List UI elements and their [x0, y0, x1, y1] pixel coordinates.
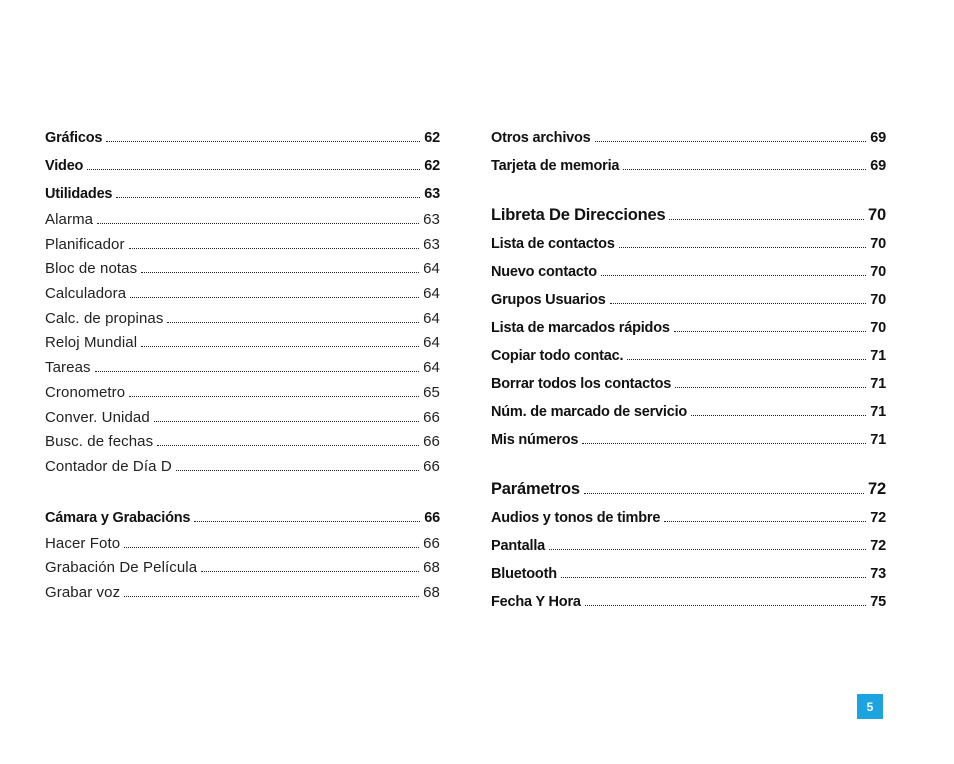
- toc-entry-lista-de-marcados-rapidos[interactable]: Lista de marcados rápidos 70: [491, 320, 886, 336]
- toc-left-column: [45, 124, 440, 606]
- toc-entry-busc-de-fechas[interactable]: Busc. de fechas 66: [45, 433, 440, 451]
- toc-entry-bluetooth[interactable]: Bluetooth 73: [491, 566, 886, 582]
- toc-entry-graficos[interactable]: Gráficos 62: [45, 130, 440, 146]
- section-gap: [491, 454, 886, 474]
- toc-entry-cronometro[interactable]: Cronometro 65: [45, 383, 440, 401]
- toc-entry-tarjeta-de-memoria[interactable]: Tarjeta de memoria 69: [491, 158, 886, 174]
- toc-entry-calc-de-propinas[interactable]: Calc. de propinas 64: [45, 309, 440, 327]
- toc-entry-borrar-todos-los-contactos[interactable]: Borrar todos los contactos 71: [491, 376, 886, 392]
- toc-entry-tareas[interactable]: Tareas 64: [45, 359, 440, 377]
- toc-entry-calculadora[interactable]: Calculadora 64: [45, 285, 440, 303]
- toc-entry-nuevo-contacto[interactable]: Nuevo contacto 70: [491, 264, 886, 280]
- toc-entry-grabacion-de-pelicula[interactable]: Grabación De Película 68: [45, 559, 440, 577]
- toc-entry-mis-numeros[interactable]: Mis números 71: [491, 432, 886, 448]
- toc-entry-num-de-marcado-de-servicio[interactable]: Núm. de marcado de servicio 71: [491, 404, 886, 420]
- toc-entry-reloj-mundial[interactable]: Reloj Mundial 64: [45, 334, 440, 352]
- section-gap: [491, 180, 886, 200]
- toc-entry-grabar-voz[interactable]: Grabar voz 68: [45, 583, 440, 601]
- toc-entry-otros-archivos[interactable]: Otros archivos 69: [491, 130, 886, 146]
- toc-entry-contador-dia-d[interactable]: Contador de Día D 66: [45, 457, 440, 475]
- toc-entry-copiar-todo-contac[interactable]: Copiar todo contac. 71: [491, 348, 886, 364]
- toc-section-libreta-de-direcciones[interactable]: Libreta De Direcciones 70: [491, 206, 886, 224]
- toc-entry-bloc-de-notas[interactable]: Bloc de notas 64: [45, 260, 440, 278]
- toc-entry-audios-y-tonos-de-timbre[interactable]: Audios y tonos de timbre 72: [491, 510, 886, 526]
- toc-entry-pantalla[interactable]: Pantalla 72: [491, 538, 886, 554]
- toc-right-column: [491, 124, 886, 616]
- toc-entry-fecha-y-hora[interactable]: Fecha Y Hora 75: [491, 594, 886, 610]
- toc-section-parametros[interactable]: Parámetros 72: [491, 480, 886, 498]
- section-gap: [45, 480, 440, 504]
- toc-entry-conver-unidad[interactable]: Conver. Unidad 66: [45, 408, 440, 426]
- toc-entry-video[interactable]: Video 62: [45, 158, 440, 174]
- toc-entry-hacer-foto[interactable]: Hacer Foto 66: [45, 534, 440, 552]
- toc-entry-planificador[interactable]: Planificador 63: [45, 235, 440, 253]
- toc-entry-camara-y-grabacions[interactable]: Cámara y Grabacións 66: [45, 509, 440, 526]
- toc-entry-grupos-usuarios[interactable]: Grupos Usuarios 70: [491, 292, 886, 308]
- toc-entry-alarma[interactable]: Alarma 63: [45, 211, 440, 228]
- page-number-badge: 5: [857, 694, 883, 719]
- toc-entry-utilidades[interactable]: Utilidades 63: [45, 186, 440, 202]
- toc-entry-lista-de-contactos[interactable]: Lista de contactos 70: [491, 236, 886, 252]
